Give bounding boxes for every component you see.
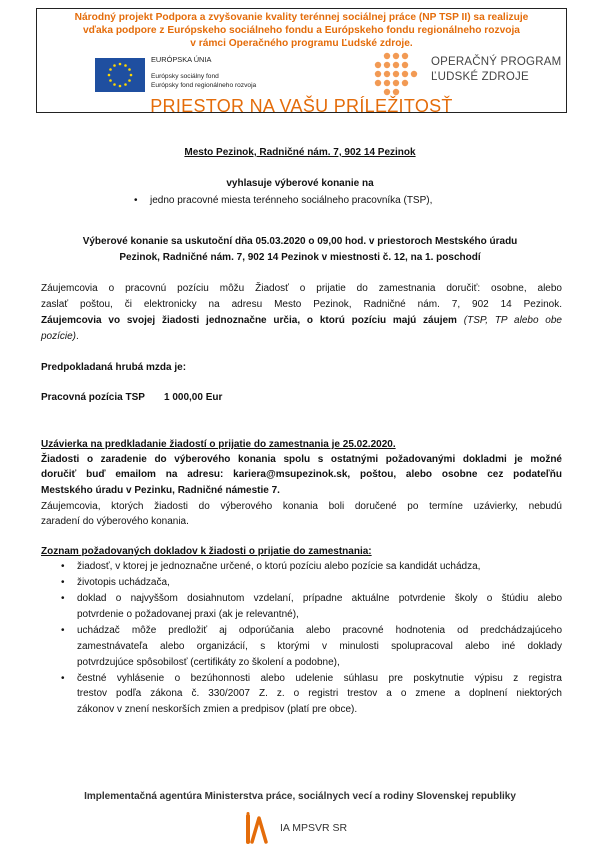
employer-address: Mesto Pezinok, Radničné nám. 7, 902 14 Pezinok: [184, 147, 416, 158]
apply-line-3: [41, 314, 562, 327]
ia-mpsvr-logo-icon: [240, 812, 270, 846]
agency-footer: Implementačná agentúra Ministerstva práce, sociálnych vecí a rodiny Slovenskej republiky: [84, 791, 516, 802]
eu-fund-2: Európsky fond regionálneho rozvoja: [151, 82, 257, 89]
list-item-cont: potvrdenie o požadovanej praxi (ak je relevantné),: [77, 609, 299, 620]
bullet-icon: •: [61, 673, 65, 684]
apply-options: (TSP, TP alebo obe: [463, 315, 562, 326]
eu-title: EURÓPSKA ÚNIA: [151, 55, 212, 64]
list-item-cont: zamestnávateľa alebo organizácií, s ktorými v minulosti spolupracoval alebo iné doklady: [77, 641, 562, 652]
docs-heading: Zoznam požadovaných dokladov k žiadosti o prijatie do zamestnania:: [41, 546, 372, 557]
list-item-cont: potvrdzujúce spôsobilosť (certifikáty zo školení a podobne),: [77, 657, 340, 668]
list-item: uchádzač môže predložiť aj odporúčania alebo pracovné hodnotenia od predchádzajúceho: [77, 625, 562, 636]
list-item: životopis uchádzača,: [77, 577, 170, 588]
late-line-2: zaradení do výberového konania.: [41, 516, 189, 527]
apply-line-4: pozície).: [41, 331, 79, 342]
announcement: vyhlasuje výberové konanie na: [226, 178, 374, 189]
eu-fund-1: Európsky sociálny fond: [151, 73, 219, 80]
apply-requirement: Záujemcovia vo svojej žiadosti jednoznačne určia, o ktorú pozíciu majú záujem: [41, 315, 457, 326]
salary-value: 1 000,00 Eur: [164, 392, 223, 403]
late-line-1: Záujemcovia, ktorých žiadosti do výberového konania boli doručené po termíne uzávierky, nebudú: [41, 501, 562, 512]
bullet-icon: •: [61, 561, 65, 572]
venue-line-2: Pezinok, Radničné nám. 7, 902 14 Pezinok v miestnosti č. 12, na 1. poschodí: [119, 252, 481, 263]
list-item-cont: trestov podľa zákona č. 330/2007 Z. z. o registri trestov a o zmene a doplnení niektorých: [77, 688, 562, 699]
deadline-line-1: Žiadosti o zaradenie do výberového konania spolu s ostatnými požadovanými dokladmi je možné: [41, 454, 562, 465]
salary-position: Pracovná pozícia TSP: [41, 392, 145, 403]
deadline-heading: Uzávierka na predkladanie žiadostí o prijatie do zamestnania je 25.02.2020.: [41, 439, 396, 450]
op-line-2: ĽUDSKÉ ZDROJE: [431, 71, 529, 83]
list-item-cont: zákonov v znení neskorších zmien a predpisov (platí pre obce).: [77, 704, 358, 715]
op-ludske-zdroje-logo-icon: [371, 51, 421, 101]
project-header: [36, 8, 567, 116]
slogan: PRIESTOR NA VAŠU PRÍLEŽITOSŤ: [150, 96, 453, 116]
apply-options-end: pozície): [41, 331, 77, 342]
project-line-1: Národný projekt Podpora a zvyšovanie kvality terénnej sociálnej práce (NP TSP II) sa realizuje: [74, 12, 529, 23]
list-item: čestné vyhlásenie o bezúhonnosti alebo udelenie súhlasu pre poskytnutie výpisu z registra: [77, 673, 562, 684]
bullet-icon: •: [61, 593, 65, 604]
ia-logo-text: IA MPSVR SR: [280, 822, 348, 834]
project-line-3: v rámci Operačného programu Ľudské zdroje.: [190, 38, 413, 49]
list-item: žiadosť, v ktorej je jednoznačne určené, o ktorú pozíciu alebo pozície sa kandidát uchádza,: [77, 561, 481, 572]
list-item: doklad o najvyššom dosiahnutom vzdelaní, prípadne aktuálne potvrdenie školy o štúdiu alebo: [77, 593, 562, 604]
apply-line-1: Záujemcovia o pracovnú pozíciu môžu Žiadosť o prijatie do zamestnania doručiť: osobne, alebo: [41, 283, 562, 294]
apply-line-2: zaslať poštou, či elektronicky na adresu Mesto Pezinok, Radničné nám. 7, 902 14 Pezinok.: [41, 299, 562, 310]
position-item: jedno pracovné miesta terénneho sociálneho pracovníka (TSP),: [150, 195, 433, 206]
eu-flag-icon: [95, 58, 145, 92]
project-line-2: vďaka podpore z Európskeho sociálneho fondu a Európskeho fondu regionálneho rozvoja: [83, 25, 520, 36]
deadline-line-3: Mestského úradu v Pezinku, Radničné námestie 7.: [41, 485, 280, 496]
deadline-line-2: doručiť buď emailom na adresu: kariera@msupezinok.sk, poštou, alebo osobne cez podateľňu: [41, 469, 562, 480]
bullet-icon: •: [134, 195, 138, 206]
bullet-icon: •: [61, 625, 65, 636]
bullet-icon: •: [61, 577, 65, 588]
salary-heading: Predpokladaná hrubá mzda je:: [41, 362, 187, 373]
venue-line-1: Výberové konanie sa uskutoční dňa 05.03.2020 o 09,00 hod. v priestoroch Mestského úradu: [82, 236, 518, 247]
op-line-1: OPERAČNÝ PROGRAM: [431, 56, 562, 68]
